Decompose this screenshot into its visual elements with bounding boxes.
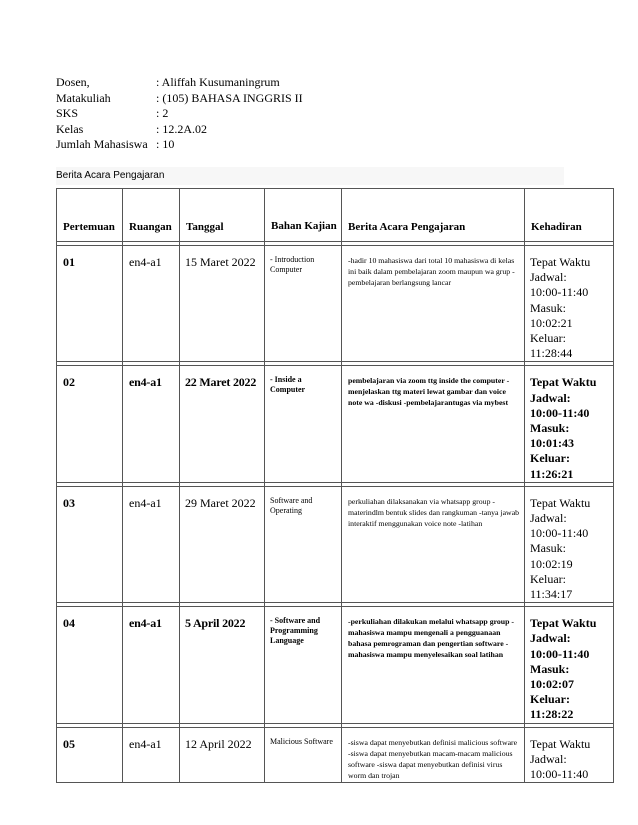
attendance-line: Masuk: bbox=[530, 300, 566, 315]
date: 15 Maret 2022 bbox=[180, 246, 265, 362]
header-room: Ruangan bbox=[123, 189, 180, 242]
info-label: Jumlah Mahasiswa bbox=[56, 137, 148, 151]
attendance bbox=[525, 607, 614, 723]
header-date: Tanggal bbox=[180, 189, 265, 242]
attendance-line: 11:26:21 bbox=[530, 466, 574, 481]
meeting-number: 02 bbox=[57, 366, 123, 482]
attendance-line: Masuk: bbox=[530, 541, 566, 556]
info-row-credits bbox=[56, 106, 303, 122]
info-value: : 2 bbox=[156, 106, 169, 120]
teaching-note: -perkuliahan dilakukan melalui whatsapp group -mahasiswa mampu mengenali a pengguanaan bahasa pemrograman dan pengertian software -mahasiswa mampu menyelesaikan soal latihan bbox=[342, 607, 525, 723]
attendance-line: Tepat Waktu bbox=[530, 616, 597, 631]
attendance-line: Keluar: bbox=[530, 692, 570, 707]
teaching-note: -hadir 10 mahasiswa dari total 10 mahasiswa di kelas ini baik dalam pembelajaran zoom maupun wa grup -pembelajaran berlangsung lancar bbox=[342, 246, 525, 362]
date: 22 Maret 2022 bbox=[180, 366, 265, 482]
teaching-note: pembelajaran via zoom ttg inside the computer - menjelaskan ttg materi lewat gambar dan voice note wa -diskusi -pembelajarantugas via mybest bbox=[342, 366, 525, 482]
info-label: SKS bbox=[56, 106, 79, 120]
attendance-line: Masuk: bbox=[530, 421, 570, 436]
teaching-record-table bbox=[56, 188, 614, 783]
attendance-line: 10:00-11:40 bbox=[530, 405, 590, 420]
table-row bbox=[57, 486, 614, 602]
date: 12 April 2022 bbox=[180, 727, 265, 783]
attendance-line: Jadwal: bbox=[530, 511, 567, 526]
attendance-line: Jadwal: bbox=[530, 751, 567, 766]
table-row bbox=[57, 246, 614, 362]
info-row-class bbox=[56, 122, 303, 138]
info-row-students bbox=[56, 137, 303, 153]
teaching-note: perkuliahan dilaksanakan via whatsapp group -materindlm bentuk slides dan rangkuman -tanya jawab interaktif menggunakan voice note -latihan bbox=[342, 486, 525, 602]
table-row bbox=[57, 366, 614, 482]
header-note: Berita Acara Pengajaran bbox=[342, 189, 525, 242]
header-meeting: Pertemuan bbox=[57, 189, 123, 242]
attendance-line: 10:02:07 bbox=[530, 677, 574, 692]
meeting-number: 01 bbox=[57, 246, 123, 362]
table-header-row bbox=[57, 189, 614, 242]
info-label: Dosen, bbox=[56, 75, 90, 89]
attendance bbox=[525, 727, 614, 783]
attendance-line: 10:00-11:40 bbox=[530, 285, 589, 300]
info-label: Matakuliah bbox=[56, 90, 111, 105]
attendance-line: Jadwal: bbox=[530, 270, 567, 285]
info-value: : 12.2A.02 bbox=[156, 121, 207, 136]
attendance-line: Masuk: bbox=[530, 661, 570, 676]
teaching-note: -siswa dapat menyebutkan definisi malicious software -siswa dapat menyebutkan macam-macam malicious software -siswa dapat menyebutkan definisi virus worm dan trojan bbox=[342, 727, 525, 783]
topic: - Software and Programming Language bbox=[265, 607, 342, 723]
attendance bbox=[525, 486, 614, 602]
header-attendance: Kehadiran bbox=[525, 189, 614, 242]
room: en4-a1 bbox=[123, 486, 180, 602]
info-value: : 10 bbox=[156, 137, 175, 151]
meeting-number: 05 bbox=[57, 727, 123, 783]
attendance-line: 10:01:43 bbox=[530, 436, 574, 451]
topic: Software and Operating bbox=[265, 486, 342, 602]
header-topic: Bahan Kajian bbox=[265, 189, 342, 242]
attendance-line: 10:02:21 bbox=[530, 315, 573, 330]
course-info bbox=[56, 75, 303, 153]
attendance-line: Keluar: bbox=[530, 571, 566, 586]
attendance-line: Tepat Waktu bbox=[530, 255, 591, 269]
attendance-line: 11:28:44 bbox=[530, 346, 573, 361]
info-row-lecturer bbox=[56, 75, 303, 91]
table-row bbox=[57, 607, 614, 723]
room: en4-a1 bbox=[123, 727, 180, 783]
attendance-line: Jadwal: bbox=[530, 390, 571, 405]
topic: - Inside a Computer bbox=[265, 366, 342, 482]
attendance-line: Tepat Waktu bbox=[530, 375, 597, 390]
attendance-line: 10:00-11:40 bbox=[530, 526, 589, 541]
info-row-course bbox=[56, 91, 303, 107]
attendance-line: Keluar: bbox=[530, 451, 570, 466]
info-label: Kelas bbox=[56, 121, 84, 136]
meeting-number: 03 bbox=[57, 486, 123, 602]
attendance-line: Jadwal: bbox=[530, 631, 571, 646]
date: 29 Maret 2022 bbox=[180, 486, 265, 602]
room: en4-a1 bbox=[123, 246, 180, 362]
attendance-line: Tepat Waktu bbox=[530, 736, 591, 751]
attendance-line: 10:00-11:40 bbox=[530, 646, 590, 661]
topic: - Introduction Computer bbox=[265, 246, 342, 362]
attendance-line: 11:28:22 bbox=[530, 707, 574, 722]
info-value: : Aliffah Kusumaningrum bbox=[156, 75, 280, 89]
info-value: : (105) BAHASA INGGRIS II bbox=[156, 90, 303, 105]
attendance bbox=[525, 246, 614, 362]
table-row bbox=[57, 727, 614, 783]
meeting-number: 04 bbox=[57, 607, 123, 723]
room: en4-a1 bbox=[123, 607, 180, 723]
attendance-line: 10:00-11:40 bbox=[530, 767, 589, 782]
attendance-line: 11:34:17 bbox=[530, 587, 573, 602]
attendance bbox=[525, 366, 614, 482]
attendance-line: Tepat Waktu bbox=[530, 495, 591, 510]
room: en4-a1 bbox=[123, 366, 180, 482]
section-title: Berita Acara Pengajaran bbox=[56, 167, 564, 185]
date: 5 April 2022 bbox=[180, 607, 265, 723]
topic: Malicious Software bbox=[265, 727, 342, 783]
attendance-line: Keluar: bbox=[530, 331, 566, 346]
attendance-line: 10:02:19 bbox=[530, 556, 573, 571]
